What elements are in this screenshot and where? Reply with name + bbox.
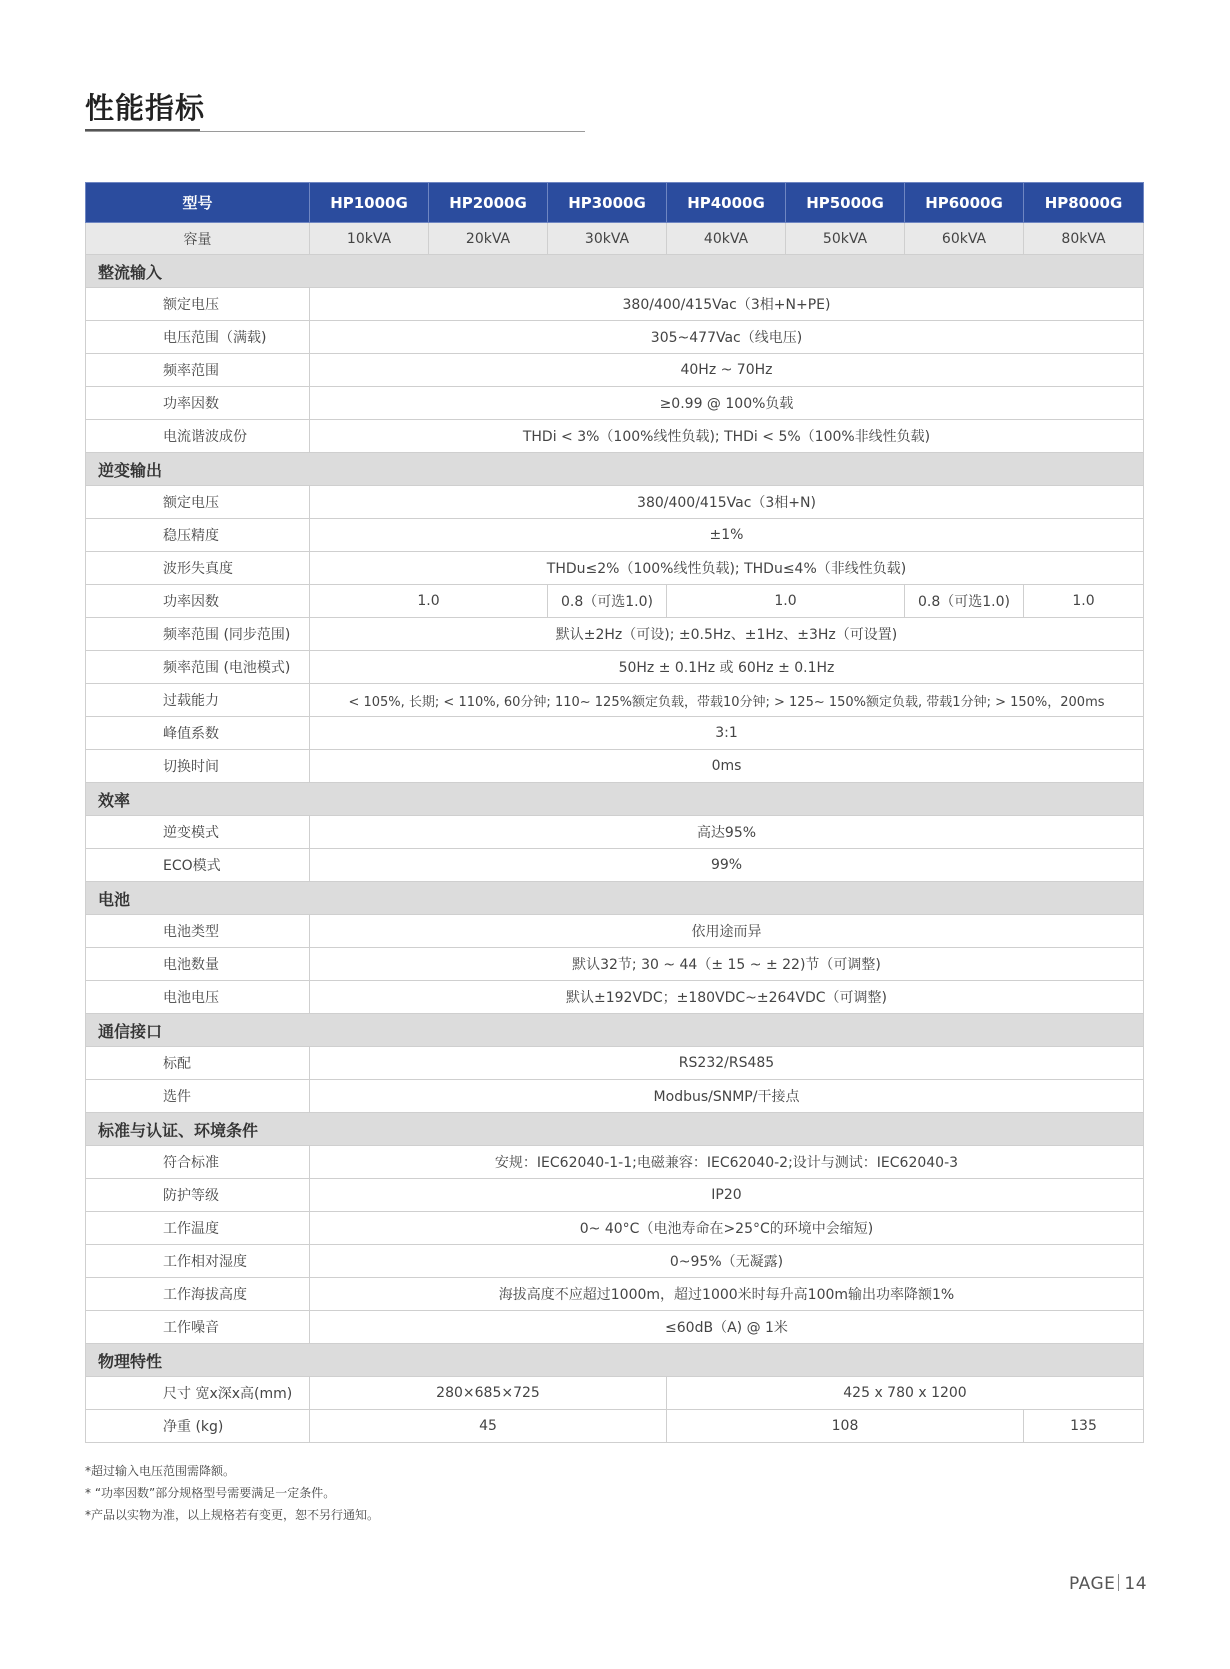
row-value: 305~477Vac（线电压) <box>310 321 1144 354</box>
power-factor-value: 1.0 <box>310 585 548 618</box>
row-value: Modbus/SNMP/干接点 <box>310 1080 1144 1113</box>
table-row <box>86 1179 1144 1212</box>
power-factor-value: 1.0 <box>667 585 905 618</box>
section-communication: 通信接口 <box>86 1014 1144 1047</box>
row-label: 频率范围 (电池模式) <box>86 651 310 684</box>
row-value: 380/400/415Vac（3相+N+PE) <box>310 288 1144 321</box>
table-row <box>86 1146 1144 1179</box>
table-row <box>86 1377 1144 1410</box>
capacity-label: 容量 <box>86 223 310 255</box>
row-label: 过载能力 <box>86 684 310 717</box>
table-row <box>86 354 1144 387</box>
section-battery: 电池 <box>86 882 1144 915</box>
power-factor-value: 0.8（可选1.0) <box>548 585 667 618</box>
row-value: RS232/RS485 <box>310 1047 1144 1080</box>
row-value: 默认±2Hz（可设); ±0.5Hz、±1Hz、±3Hz（可设置) <box>310 618 1144 651</box>
row-label: 频率范围 (同步范围) <box>86 618 310 651</box>
table-row <box>86 486 1144 519</box>
capacity-value: 30kVA <box>548 223 667 255</box>
table-row <box>86 585 1144 618</box>
row-value: 99% <box>310 849 1144 882</box>
header-model: HP1000G <box>310 183 429 223</box>
capacity-value: 40kVA <box>667 223 786 255</box>
row-value: THDu≤2%（100%线性负载); THDu≤4%（非线性负载) <box>310 552 1144 585</box>
table-row <box>86 1278 1144 1311</box>
table-row <box>86 288 1144 321</box>
row-label: 工作相对湿度 <box>86 1245 310 1278</box>
power-factor-value: 0.8（可选1.0) <box>905 585 1024 618</box>
row-value: IP20 <box>310 1179 1144 1212</box>
table-row <box>86 420 1144 453</box>
row-label: 电流谐波成份 <box>86 420 310 453</box>
row-label: 净重 (kg) <box>86 1410 310 1443</box>
row-value: 安规：IEC62040-1-1;电磁兼容：IEC62040-2;设计与测试：IEC62040-3 <box>310 1146 1144 1179</box>
row-label: 防护等级 <box>86 1179 310 1212</box>
size-value: 280×685×725 <box>310 1377 667 1410</box>
size-value: 425 x 780 x 1200 <box>667 1377 1144 1410</box>
section-row <box>86 1113 1144 1146</box>
row-label: 波形失真度 <box>86 552 310 585</box>
title-underline <box>85 131 585 132</box>
section-physical: 物理特性 <box>86 1344 1144 1377</box>
table-row <box>86 717 1144 750</box>
section-row <box>86 882 1144 915</box>
row-label: 额定电压 <box>86 288 310 321</box>
weight-value: 45 <box>310 1410 667 1443</box>
row-label: 额定电压 <box>86 486 310 519</box>
header-model: HP6000G <box>905 183 1024 223</box>
row-value: 3:1 <box>310 717 1144 750</box>
row-label: 选件 <box>86 1080 310 1113</box>
capacity-value: 10kVA <box>310 223 429 255</box>
table-row <box>86 651 1144 684</box>
power-factor-value: 1.0 <box>1024 585 1144 618</box>
section-row <box>86 1344 1144 1377</box>
section-efficiency: 效率 <box>86 783 1144 816</box>
capacity-value: 60kVA <box>905 223 1024 255</box>
table-row <box>86 387 1144 420</box>
row-label: ECO模式 <box>86 849 310 882</box>
section-row <box>86 255 1144 288</box>
row-label: 电池数量 <box>86 948 310 981</box>
section-inverter-output: 逆变输出 <box>86 453 1144 486</box>
row-value: 依用途而异 <box>310 915 1144 948</box>
row-label: 标配 <box>86 1047 310 1080</box>
row-value: THDi < 3%（100%线性负载); THDi < 5%（100%非线性负载) <box>310 420 1144 453</box>
row-value: 380/400/415Vac（3相+N) <box>310 486 1144 519</box>
row-value: 默认32节; 30 ~ 44（± 15 ~ ± 22)节（可调整) <box>310 948 1144 981</box>
row-value: 高达95% <box>310 816 1144 849</box>
page-divider <box>1118 1574 1119 1591</box>
table-row <box>86 915 1144 948</box>
spec-table <box>85 182 1144 1443</box>
table-row <box>86 750 1144 783</box>
capacity-value: 20kVA <box>429 223 548 255</box>
row-label: 尺寸 宽x深x高(mm) <box>86 1377 310 1410</box>
row-label: 频率范围 <box>86 354 310 387</box>
row-label: 功率因数 <box>86 585 310 618</box>
footnote: *产品以实物为准，以上规格若有变更，恕不另行通知。 <box>85 1508 380 1522</box>
table-row <box>86 948 1144 981</box>
capacity-value: 50kVA <box>786 223 905 255</box>
footnote: * “功率因数”部分规格型号需要满足一定条件。 <box>85 1486 336 1500</box>
table-row <box>86 1080 1144 1113</box>
row-label: 工作噪音 <box>86 1311 310 1344</box>
section-rectifier-input: 整流输入 <box>86 255 1144 288</box>
row-value: 0~ 40°C（电池寿命在>25°C的环境中会缩短) <box>310 1212 1144 1245</box>
footnotes <box>85 1460 379 1526</box>
row-label: 电池类型 <box>86 915 310 948</box>
weight-value: 135 <box>1024 1410 1144 1443</box>
header-model: HP3000G <box>548 183 667 223</box>
header-model-label: 型号 <box>86 183 310 223</box>
row-value: ≥0.99 @ 100%负载 <box>310 387 1144 420</box>
table-header-row <box>86 183 1144 223</box>
table-row <box>86 1311 1144 1344</box>
capacity-row <box>86 223 1144 255</box>
table-row <box>86 1245 1144 1278</box>
page-label: PAGE <box>1069 1574 1116 1594</box>
row-value: 海拔高度不应超过1000m，超过1000米时每升高100m输出功率降额1% <box>310 1278 1144 1311</box>
row-value: 50Hz ± 0.1Hz 或 60Hz ± 0.1Hz <box>310 651 1144 684</box>
header-model: HP5000G <box>786 183 905 223</box>
table-row <box>86 1212 1144 1245</box>
table-row <box>86 519 1144 552</box>
section-row <box>86 1014 1144 1047</box>
row-value: 默认±192VDC；±180VDC~±264VDC（可调整) <box>310 981 1144 1014</box>
table-row <box>86 1410 1144 1443</box>
row-value: 0ms <box>310 750 1144 783</box>
row-value: ±1% <box>310 519 1144 552</box>
page-number-value: 14 <box>1124 1574 1148 1594</box>
table-row <box>86 552 1144 585</box>
table-row <box>86 849 1144 882</box>
row-label: 电池电压 <box>86 981 310 1014</box>
row-label: 工作温度 <box>86 1212 310 1245</box>
row-label: 工作海拔高度 <box>86 1278 310 1311</box>
row-label: 功率因数 <box>86 387 310 420</box>
table-row <box>86 321 1144 354</box>
page-title: 性能指标 <box>85 91 206 125</box>
table-row <box>86 816 1144 849</box>
header-model: HP8000G <box>1024 183 1144 223</box>
section-row <box>86 783 1144 816</box>
footnote: *超过输入电压范围需降额。 <box>85 1464 236 1478</box>
section-row <box>86 453 1144 486</box>
row-label: 峰值系数 <box>86 717 310 750</box>
header-model: HP4000G <box>667 183 786 223</box>
row-value: ≤60dB（A) @ 1米 <box>310 1311 1144 1344</box>
row-value: 0~95%（无凝露) <box>310 1245 1144 1278</box>
row-label: 符合标准 <box>86 1146 310 1179</box>
row-label: 切换时间 <box>86 750 310 783</box>
table-row <box>86 981 1144 1014</box>
row-label: 稳压精度 <box>86 519 310 552</box>
row-value: 40Hz ~ 70Hz <box>310 354 1144 387</box>
capacity-value: 80kVA <box>1024 223 1144 255</box>
row-value: < 105%, 长期; < 110%, 60分钟; 110~ 125%额定负载，带载10分钟; > 125~ 150%额定负载, 带载1分钟; > 150%，200ms <box>310 684 1144 717</box>
section-standards: 标准与认证、环境条件 <box>86 1113 1144 1146</box>
table-row <box>86 1047 1144 1080</box>
table-row <box>86 618 1144 651</box>
table-row <box>86 684 1144 717</box>
page-number <box>1069 1574 1147 1594</box>
row-label: 逆变模式 <box>86 816 310 849</box>
weight-value: 108 <box>667 1410 1024 1443</box>
row-label: 电压范围（满载) <box>86 321 310 354</box>
header-model: HP2000G <box>429 183 548 223</box>
